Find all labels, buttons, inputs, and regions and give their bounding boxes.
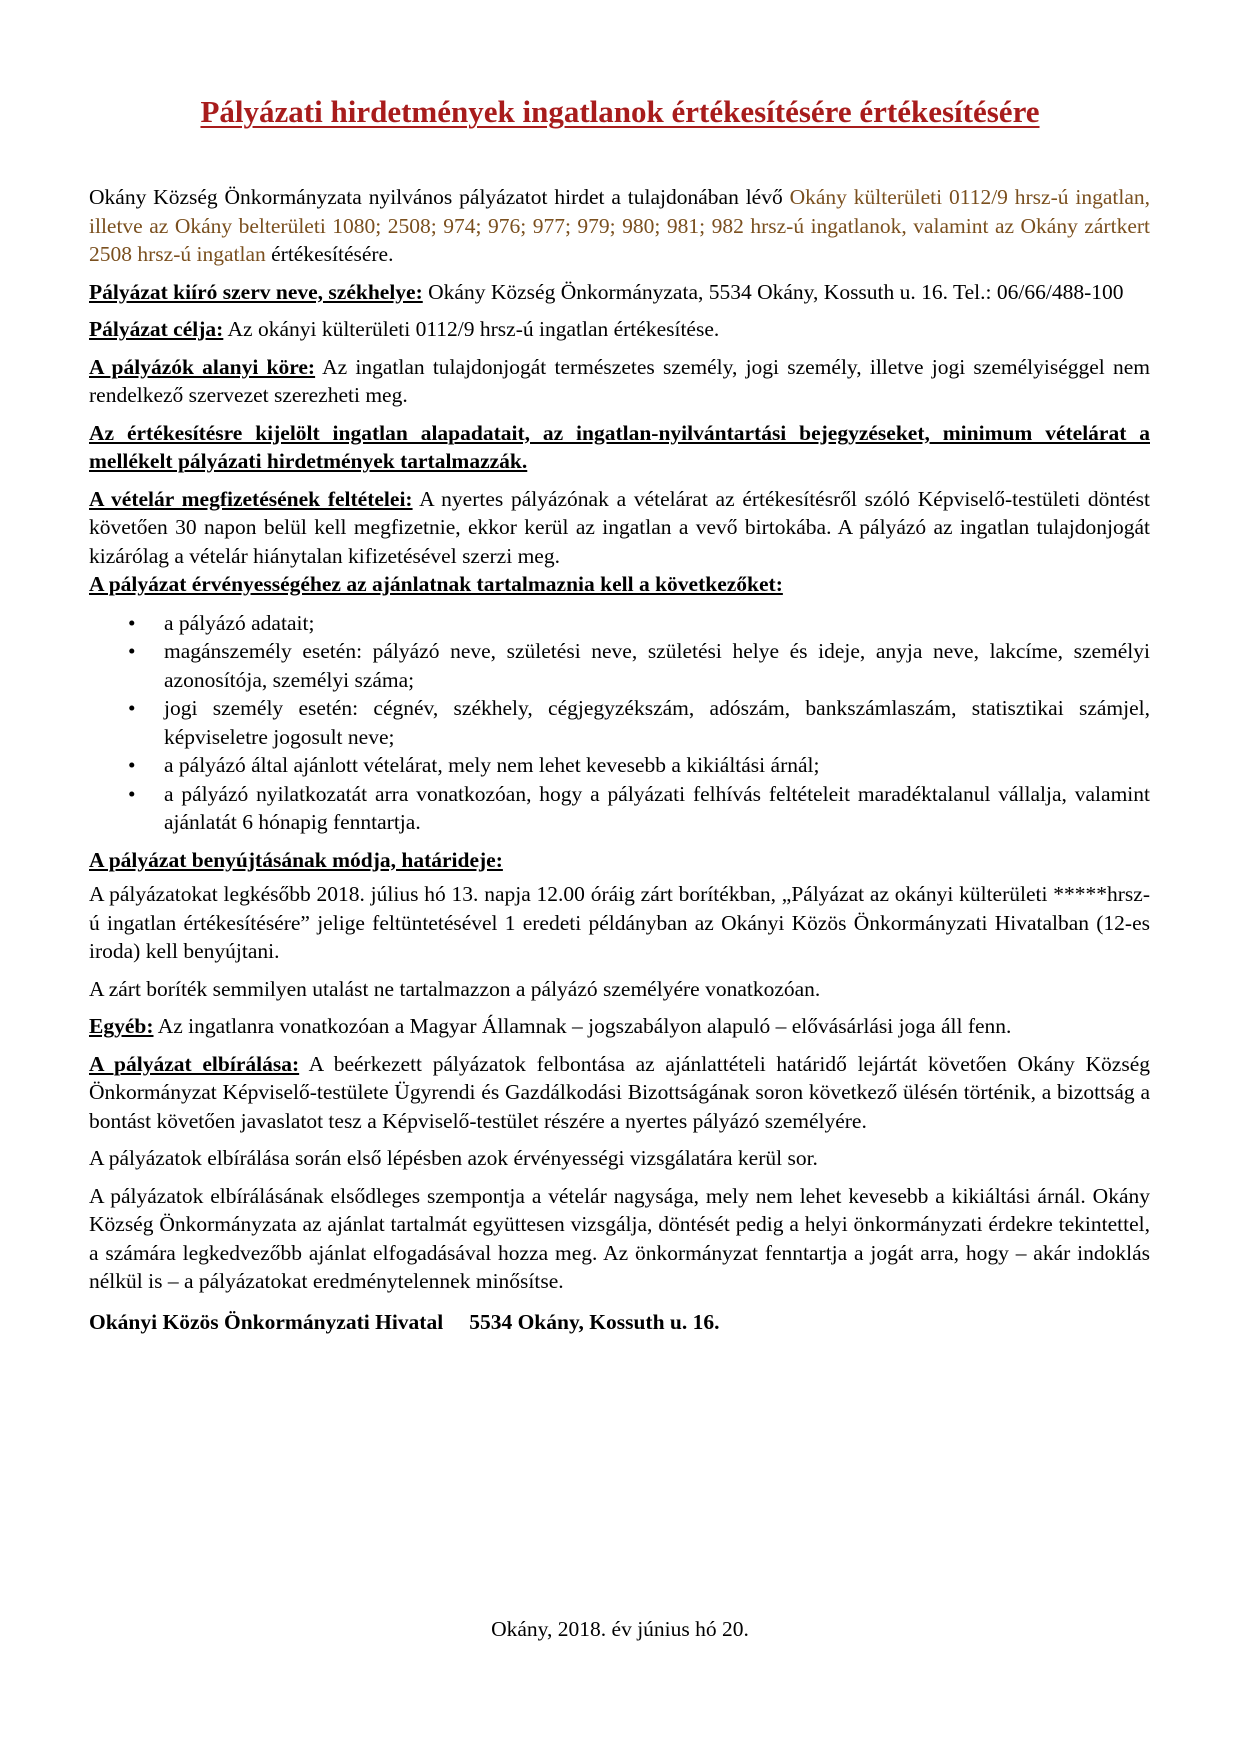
list-item [128, 780, 1150, 837]
issuer-paragraph [89, 278, 1150, 307]
list-item-text: jogi személy esetén: cégnév, székhely, cégjegyzékszám, adószám, bankszámlaszám, statisztikai számjel, képviseletre jogosult neve; [164, 696, 1150, 749]
list-item-text: magánszemély esetén: pályázó neve, születési neve, születési helye és ideje, anyja neve, lakcíme, személyi azonosítója, személyi száma; [164, 639, 1150, 692]
other-text: Az ingatlanra vonatkozóan a Magyar Államnak – jogszabályon alapuló – elővásárlási joga áll fenn. [153, 1014, 1012, 1038]
submission-heading: A pályázat benyújtásának módja, határideje: [89, 847, 503, 872]
document-body [89, 183, 1150, 1345]
bullet-icon: • [128, 753, 136, 777]
applicants-paragraph [89, 353, 1150, 410]
basic-data-notice: Az értékesítésre kijelölt ingatlan alapadatait, az ingatlan-nyilvántartási bejegyzéseket, minimum vételárat a mellékelt pályázati hirdetmények tartalmazzák. [89, 420, 1150, 473]
submission-text: A pályázatokat legkésőbb 2018. július hó 13. napja 12.00 óráig zárt borítékban, „Pályázat az okányi külterületi *****hrsz-ú ingatlan értékesítésére” jelige feltüntetésével 1 eredeti példányban az Okányi Közös Önkormányzati Hivatalban (12-es iroda) kell benyújtani. [89, 882, 1150, 963]
intro-suffix: értékesítésére. [265, 242, 394, 266]
purpose-paragraph [89, 315, 1150, 344]
payment-paragraph [89, 485, 1150, 571]
list-item-text: a pályázó adatait; [164, 610, 315, 635]
list-item-text: a pályázó által ajánlott vételárat, mely nem lehet kevesebb a kikiáltási árnál; [164, 753, 820, 777]
payment-text: A nyertes pályázónak a vételárat az értékesítésről szóló Képviselő-testületi döntést követően 30 napon belül kell megfizetnie, ekkor kerül az ingatlan a vevő birtokába. A pályázó az ingatlan tulajdonjogát kizárólag a vételár hiánytalan kifizetésével szerzi meg. [89, 486, 1150, 568]
bullet-icon: • [128, 610, 136, 635]
document-date: Okány, 2018. év június hó 20. [491, 1617, 749, 1641]
list-item [128, 694, 1150, 751]
other-label: Egyéb: [89, 1014, 154, 1038]
bullet-icon: • [128, 696, 136, 720]
evaluation-text: A beérkezett pályázatok felbontása az ajánlattételi határidő lejártát követően Okány Község Önkormányzat Képviselő-testülete Ügyrendi és Gazdálkodási Bizottságának soron következő ülésén történik, a bizottság a bontást követően javaslatot tesz a Képviselő-testület részére a nyertes pályázó személyére. [89, 1051, 1150, 1133]
intro-prefix: Okány Község Önkormányzata nyilvános pályázatot hirdet a tulajdonában lévő [89, 185, 790, 209]
other-paragraph [89, 1012, 1150, 1041]
first-step-note: A pályázatok elbírálása során első lépésben azok érvényességi vizsgálatára kerül sor. [89, 1146, 818, 1170]
page-title: Pályázati hirdetmények ingatlanok értékesítésére értékesítésére [200, 94, 1040, 129]
purpose-label: Pályázat célja: [89, 317, 224, 341]
applicants-text: Az ingatlan tulajdonjogát természetes személy, jogi személy, illetve jogi személyiséggel nem rendelkező szervezet szerezheti meg. [89, 354, 1150, 407]
intro-paragraph [89, 183, 1150, 269]
bullet-icon: • [128, 639, 136, 663]
signature-address: 5534 Okány, Kossuth u. 16. [469, 1309, 720, 1334]
list-item [128, 637, 1150, 694]
evaluation-label: A pályázat elbírálása: [89, 1051, 300, 1076]
payment-label: A vételár megfizetésének feltételei: [89, 486, 413, 511]
list-item [128, 751, 1150, 780]
intro-property-list: Okány külterületi 0112/9 hrsz-ú ingatlan, illetve az Okány belterületi 1080; 2508; 974; 976; 977; 979; 980; 981; 982 hrsz-ú ingatlanok, valamint az Okány zártkert 2508 hrsz-ú ingatlan [89, 185, 1150, 266]
purpose-text: Az okányi külterületi 0112/9 hrsz-ú ingatlan értékesítése. [223, 317, 720, 341]
list-item-text: a pályázó nyilatkozatát arra vonatkozóan, hogy a pályázati felhívás feltételeit maradéktalanul vállalja, valamint ajánlatát 6 hónapig fenntartja. [164, 781, 1150, 834]
applicants-label: A pályázók alanyi köre: [89, 354, 316, 379]
issuer-label: Pályázat kiíró szerv neve, székhelye: [89, 279, 423, 304]
criteria-paragraph: A pályázatok elbírálásának elsődleges szempontja a vételár nagysága, mely nem lehet kevesebb a kikiáltási árnál. Okány Község Önkormányzata az ajánlat tartalmát együttesen vizsgálja, döntését pedig a helyi önkormányzati érdekre tekintettel, a számára legkedvezőbb ajánlat elfogadásával hozza meg. Az önkormányzat fenntartja a jogát arra, hogy – akár indoklás nélkül is – a pályázatokat eredménytelennek minősítse. [89, 1183, 1150, 1293]
bullet-icon: • [128, 781, 136, 806]
list-item [128, 609, 1150, 638]
signature-line [89, 1308, 1150, 1337]
issuer-text: Okány Község Önkormányzata, 5534 Okány, Kossuth u. 16. Tel.: 06/66/488-100 [422, 279, 1124, 304]
validity-list [89, 609, 1150, 837]
signature-office: Okányi Közös Önkormányzati Hivatal [89, 1309, 444, 1334]
sealed-envelope-note: A zárt boríték semmilyen utalást ne tartalmazzon a pályázó személyére vonatkozóan. [89, 976, 821, 1001]
validity-heading: A pályázat érvényességéhez az ajánlatnak tartalmaznia kell a következőket: [89, 572, 783, 596]
evaluation-paragraph [89, 1050, 1150, 1136]
